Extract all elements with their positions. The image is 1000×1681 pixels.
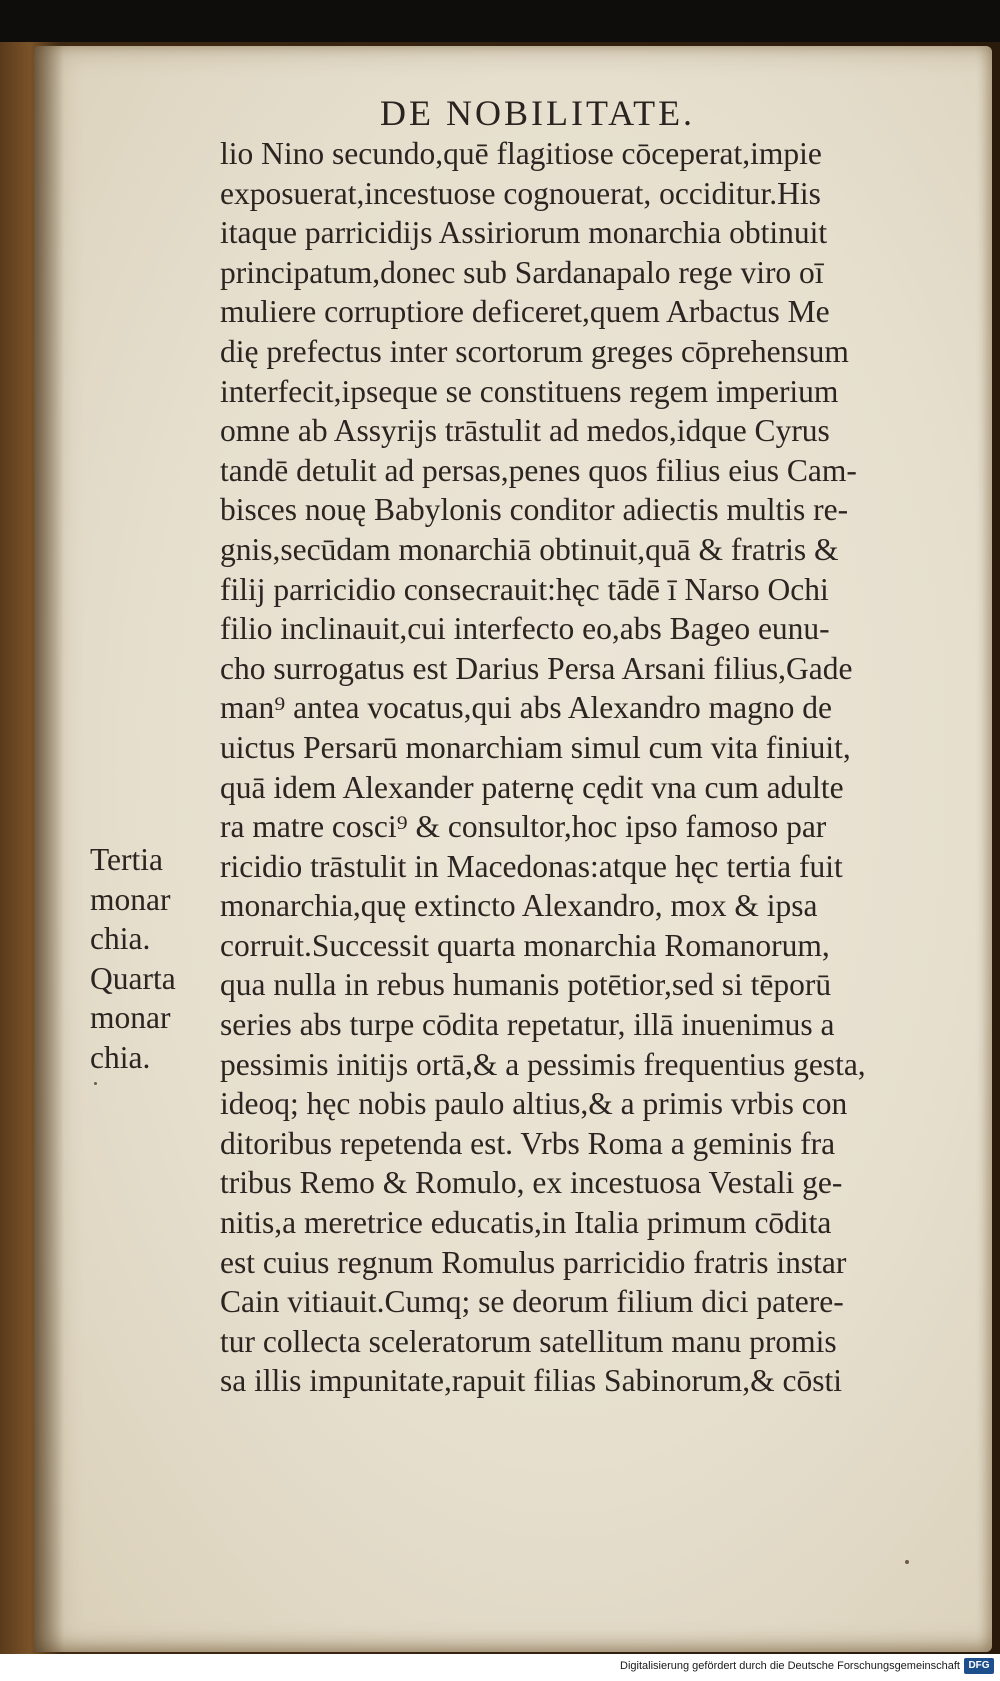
text-line: corruit.Successit quarta monarchia Romanorum,: [220, 927, 830, 963]
body-text: [220, 134, 950, 1401]
margin-note-line: chia.: [90, 1039, 151, 1075]
text-line: interfecit,ipseque se constituens regem imperium: [220, 373, 839, 409]
text-line: ditoribus repetenda est. Vrbs Roma a geminis fra: [220, 1125, 836, 1161]
margin-note-line: monar: [90, 881, 171, 917]
text-line: ricidio trāstulit in Macedonas:atque hęc tertia fuit: [220, 848, 843, 884]
dfg-logo-icon: DFG: [964, 1658, 994, 1674]
text-line: ra matre cosci⁹ & consultor,hoc ipso famoso par: [220, 809, 827, 845]
text-line: filij parricidio consecrauit:hęc tādē ī Narso Ochi: [220, 571, 829, 607]
text-line: quā idem Alexander paternę cędit vna cum adulte: [220, 769, 844, 805]
text-line: bisces nouę Babylonis conditor adiectis multis re-: [220, 492, 849, 528]
text-line: principatum,donec sub Sardanapalo rege viro oī: [220, 254, 824, 290]
margin-note-line: Quarta: [90, 960, 176, 996]
text-line: omne ab Assyrijs trāstulit ad medos,idque Cyrus: [220, 413, 830, 449]
text-line: ideoq; hęc nobis paulo altius,& a primis vrbis con: [220, 1086, 848, 1122]
text-line: series abs turpe cōdita repetatur, illā inuenimus a: [220, 1007, 835, 1043]
text-line: exposuerat,incestuose cognouerat, occiditur.His: [220, 175, 821, 211]
ink-speck: [94, 1082, 97, 1085]
text-line: gnis,secūdam monarchiā obtinuit,quā & fratris &: [220, 531, 839, 567]
text-line: tribus Remo & Romulo, ex incestuosa Vestali ge-: [220, 1165, 843, 1201]
text-line: filio inclinauit,cui interfecto eo,abs Bageo eunu-: [220, 611, 830, 647]
text-line: est cuius regnum Romulus parricidio fratris instar: [220, 1244, 847, 1280]
text-line: man⁹ antea vocatus,qui abs Alexandro magno de: [220, 690, 832, 726]
margin-note-line: monar: [90, 1000, 171, 1036]
margin-note-line: Tertia: [90, 842, 163, 877]
text-line: qua nulla in rebus humanis potētior,sed si tēporū: [220, 967, 832, 1003]
text-line: dię prefectus inter scortorum greges cōprehensum: [220, 333, 849, 369]
text-line: cho surrogatus est Darius Persa Arsani filius,Gade: [220, 650, 853, 686]
footer-bar: [0, 1654, 1000, 1681]
text-line: uictus Persarū monarchiam simul cum vita finiuit,: [220, 729, 851, 765]
spine-shadow: [34, 46, 64, 1652]
text-line: Cain vitiauit.Cumq; se deorum filium dici patere-: [220, 1284, 844, 1320]
ink-speck: [905, 1560, 909, 1564]
footer-credit: Digitalisierung gefördert durch die Deutsche Forschungsgemeinschaft: [620, 1660, 960, 1672]
text-line: itaque parricidijs Assiriorum monarchia obtinuit: [220, 215, 828, 251]
margin-note-line: chia.: [90, 921, 151, 957]
text-line: tandē detulit ad persas,penes quos filius eius Cam-: [220, 452, 857, 488]
text-line: lio Nino secundo,quē flagitiose cōceperat,impie: [220, 136, 822, 171]
text-line: pessimis initijs ortā,& a pessimis frequentius gesta,: [220, 1046, 866, 1082]
text-line: muliere corruptiore deficeret,quem Arbactus Me: [220, 294, 830, 330]
text-line: tur collecta sceleratorum satellitum manu promis: [220, 1323, 837, 1359]
text-line: monarchia,quę extincto Alexandro, mox & ipsa: [220, 888, 818, 924]
text-line: nitis,a meretrice educatis,in Italia primum cōdita: [220, 1205, 832, 1241]
running-head: DE NOBILITATE.: [380, 93, 696, 133]
text-line: sa illis impunitate,rapuit filias Sabinorum,& cōsti: [220, 1363, 843, 1399]
margin-notes: [90, 840, 210, 1078]
